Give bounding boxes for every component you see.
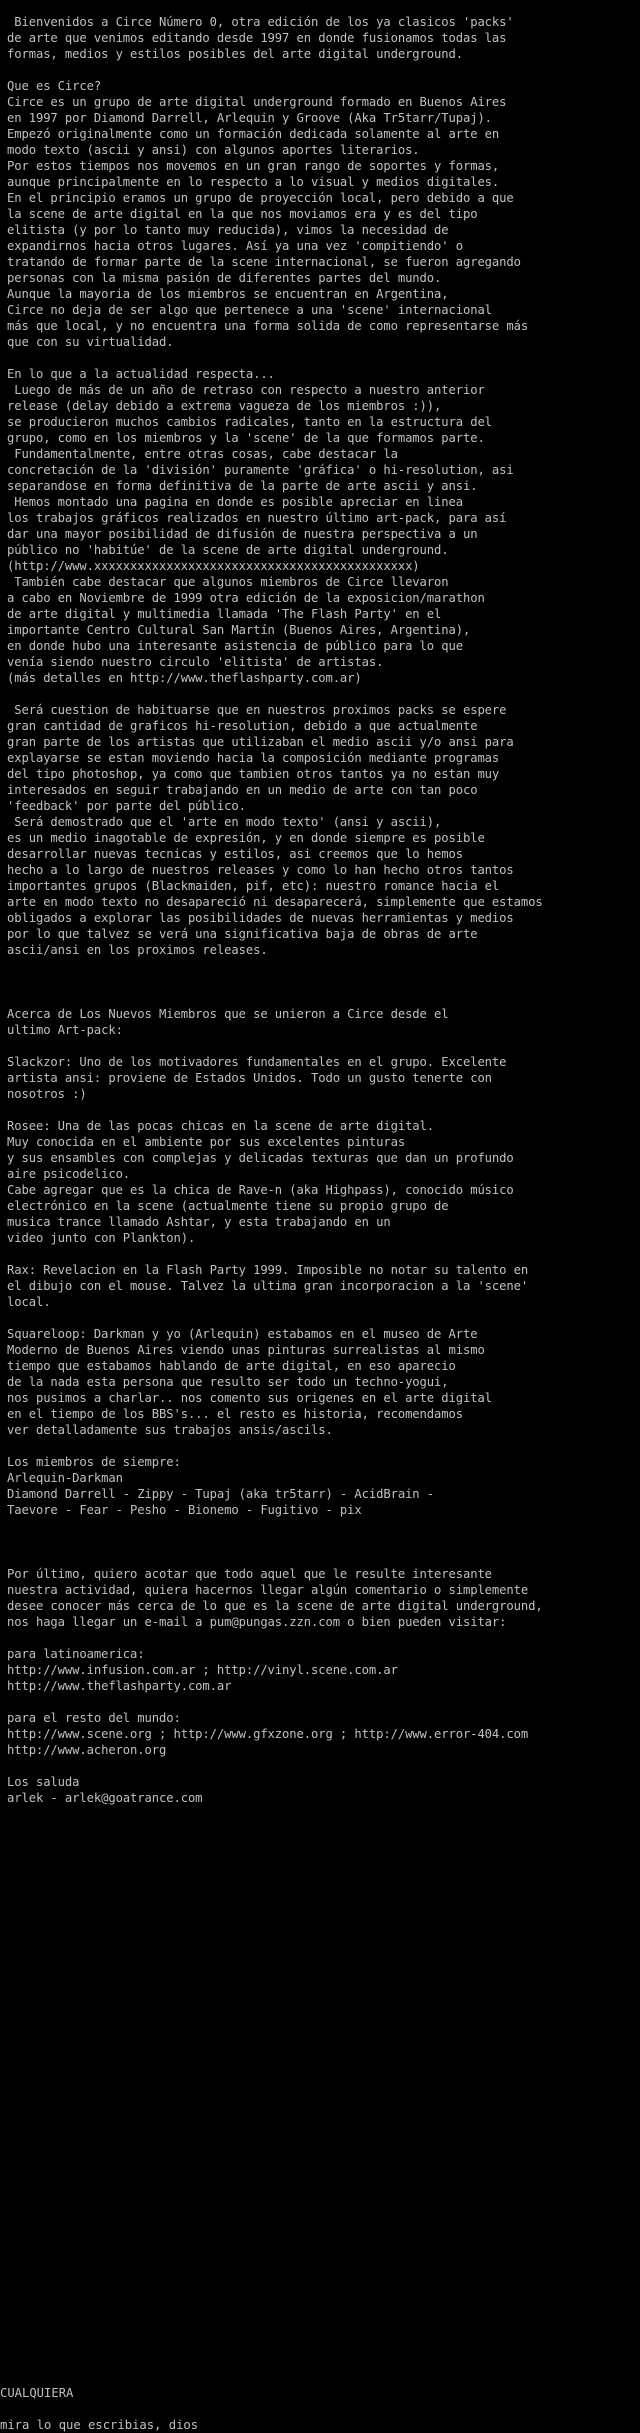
document-line: la scene de arte digital en la que nos moviamos era y es del tipo bbox=[7, 207, 478, 221]
document-line: tiempo que estabamos hablando de arte digital, en eso aparecio bbox=[7, 1359, 456, 1373]
document-line: dar una mayor posibilidad de difusión de nuestra perspectiva a un bbox=[7, 527, 478, 541]
document-line: electrónico en la scene (actualmente tiene su propio grupo de bbox=[7, 1199, 449, 1213]
document-line: del tipo photoshop, ya como que tambien otros tantos ya no estan muy bbox=[7, 767, 500, 781]
document-line: para latinoamerica: bbox=[7, 1647, 145, 1661]
document-line: Squareloop: Darkman y yo (Arlequin) estabamos en el museo de Arte bbox=[7, 1327, 478, 1341]
document-line: Acerca de Los Nuevos Miembros que se unieron a Circe desde el bbox=[7, 1007, 449, 1021]
document-line: arte en modo texto no desapareció ni desaparecerá, simplemente que estamos bbox=[7, 895, 543, 909]
document-line: y sus ensambles con complejas y delicadas texturas que dan un profundo bbox=[7, 1151, 514, 1165]
document-line: Bienvenidos a Circe Número 0, otra edición de los ya clasicos 'packs' bbox=[7, 15, 514, 29]
document-line: en el tiempo de los BBS's... el resto es historia, recomendamos bbox=[7, 1407, 463, 1421]
document-line: desarrollar nuevas tecnicas y estilos, asi creemos que lo hemos bbox=[7, 847, 463, 861]
document-line: para el resto del mundo: bbox=[7, 1711, 181, 1725]
document-line: de la nada esta persona que resulto ser todo un techno-yogui, bbox=[7, 1375, 449, 1389]
document-line: Circe no deja de ser algo que pertenece a una 'scene' internacional bbox=[7, 303, 492, 317]
document-line: por lo que talvez se verá una significativa baja de obras de arte bbox=[7, 927, 478, 941]
document-line: de arte digital y multimedia llamada 'The Flash Party' en el bbox=[7, 607, 442, 621]
document-line: hecho a lo largo de nuestros releases y como lo han hecho otros tantos bbox=[7, 863, 514, 877]
document-body bbox=[7, 14, 637, 1806]
document-line: tratando de formar parte de la scene internacional, se fueron agregando bbox=[7, 255, 521, 269]
document-line: Taevore - Fear - Pesho - Bionemo - Fugitivo - pix bbox=[7, 1503, 362, 1517]
document-line: Rax: Revelacion en la Flash Party 1999. Imposible no notar su talento en bbox=[7, 1263, 529, 1277]
document-line: En el principio eramos un grupo de proyección local, pero debido a que bbox=[7, 191, 514, 205]
document-line: Cabe agregar que es la chica de Rave-n (aka Highpass), conocido músico bbox=[7, 1183, 514, 1197]
document-line: Que es Circe? bbox=[7, 79, 102, 93]
document-line: venía siendo nuestro circulo 'elitista' de artistas. bbox=[7, 655, 384, 669]
document-line: http://www.theflashparty.com.ar bbox=[7, 1679, 232, 1693]
document-line: expandirnos hacia otros lugares. Así ya una vez 'compitiendo' o bbox=[7, 239, 463, 253]
document-line: más que local, y no encuentra una forma solida de como representarse más bbox=[7, 319, 529, 333]
document-line: los trabajos gráficos realizados en nuestro último art-pack, para así bbox=[7, 511, 507, 525]
document-line: artista ansi: proviene de Estados Unidos. Todo un gusto tenerte con bbox=[7, 1071, 492, 1085]
document-line: Será cuestion de habituarse que en nuestros proximos packs se espere bbox=[7, 703, 507, 717]
footer-title: CUALQUIERA bbox=[0, 2386, 74, 2400]
document-line: nuestra actividad, quiera hacernos llegar algún comentario o simplemente bbox=[7, 1583, 529, 1597]
document-line: nos haga llegar un e-mail a pum@pungas.zzn.com o bien pueden visitar: bbox=[7, 1615, 507, 1629]
document-line: Fundamentalmente, entre otras cosas, cabe destacar la bbox=[7, 447, 398, 461]
document-line: Aunque la mayoria de los miembros se encuentran en Argentina, bbox=[7, 287, 449, 301]
document-line: video junto con Plankton). bbox=[7, 1231, 196, 1245]
document-line: aunque principalmente en lo respecto a lo visual y medios digitales. bbox=[7, 175, 500, 189]
document-line: desee conocer más cerca de lo que es la scene de arte digital underground, bbox=[7, 1599, 543, 1613]
document-line: local. bbox=[7, 1295, 51, 1309]
document-line: gran cantidad de graficos hi-resolution, debido a que actualmente bbox=[7, 719, 478, 733]
document-line: personas con la misma pasión de diferentes partes del mundo. bbox=[7, 271, 442, 285]
document-line: Moderno de Buenos Aires viendo unas pinturas surrealistas al mismo bbox=[7, 1343, 485, 1357]
document-line: Por estos tiempos nos movemos en un gran rango de soportes y formas, bbox=[7, 159, 500, 173]
document-line: interesados en seguir trabajando en un medio de arte con tan poco bbox=[7, 783, 478, 797]
document-line: release (delay debido a extrema vagueza de los miembros :)), bbox=[7, 399, 442, 413]
document-line: http://www.infusion.com.ar ; http://vinyl.scene.com.ar bbox=[7, 1663, 398, 1677]
document-line: http://www.acheron.org bbox=[7, 1743, 167, 1757]
document-line: (http://www.xxxxxxxxxxxxxxxxxxxxxxxxxxxxxxxxxxxxxxxxxxxx) bbox=[7, 559, 420, 573]
document-line: en 1997 por Diamond Darrell, Arlequin y Groove (Aka Tr5tarr/Tupaj). bbox=[7, 111, 492, 125]
document-line: http://www.scene.org ; http://www.gfxzone.org ; http://www.error-404.com bbox=[7, 1727, 529, 1741]
document-line: ascii/ansi en los proximos releases. bbox=[7, 943, 268, 957]
document-line: musica trance llamado Ashtar, y esta trabajando en un bbox=[7, 1215, 391, 1229]
document-line: Slackzor: Uno de los motivadores fundamentales en el grupo. Excelente bbox=[7, 1055, 507, 1069]
document-line: ver detalladamente sus trabajos ansis/ascils. bbox=[7, 1423, 333, 1437]
document-line: que con su virtualidad. bbox=[7, 335, 174, 349]
document-line: arlek - arlek@goatrance.com bbox=[7, 1791, 203, 1805]
document-line: grupo, como en los miembros y la 'scene' de la que formamos parte. bbox=[7, 431, 485, 445]
document-line: Será demostrado que el 'arte en modo texto' (ansi y ascii), bbox=[7, 815, 442, 829]
document-line: Circe es un grupo de arte digital underground formado en Buenos Aires bbox=[7, 95, 507, 109]
document-line: separandose en forma definitiva de la parte de arte ascii y ansi. bbox=[7, 479, 478, 493]
document-line: es un medio inagotable de expresión, y en donde siempre es posible bbox=[7, 831, 485, 845]
document-line: Rosee: Una de las pocas chicas en la scene de arte digital. bbox=[7, 1119, 435, 1133]
document-line: Muy conocida en el ambiente por sus excelentes pinturas bbox=[7, 1135, 406, 1149]
document-line: concretación de la 'división' puramente 'gráfica' o hi-resolution, asi bbox=[7, 463, 514, 477]
document-line: También cabe destacar que algunos miembros de Circe llevaron bbox=[7, 575, 449, 589]
document-line: a cabo en Noviembre de 1999 otra edición de la exposicion/marathon bbox=[7, 591, 485, 605]
document-line: nos pusimos a charlar.. nos comento sus origenes en el arte digital bbox=[7, 1391, 492, 1405]
document-line: Luego de más de un año de retraso con respecto a nuestro anterior bbox=[7, 383, 485, 397]
footer-subtitle: mira lo que escribias, dios bbox=[0, 2418, 199, 2432]
document-line: el dibujo con el mouse. Talvez la ultima gran incorporacion a la 'scene' bbox=[7, 1279, 529, 1293]
document-line: público no 'habitúe' de la scene de arte digital underground. bbox=[7, 543, 449, 557]
document-line: (más detalles en http://www.theflashparty.com.ar) bbox=[7, 671, 362, 685]
document-line: importantes grupos (Blackmaiden, pif, etc): nuestro romance hacia el bbox=[7, 879, 500, 893]
document-line: Diamond Darrell - Zippy - Tupaj (aka tr5tarr) - AcidBrain - bbox=[7, 1487, 435, 1501]
document-line: Por último, quiero acotar que todo aquel que le resulte interesante bbox=[7, 1567, 492, 1581]
document-line: Empezó originalmente como un formación dedicada solamente al arte en bbox=[7, 127, 500, 141]
document-line: se producieron muchos cambios radicales, tanto en la estructura del bbox=[7, 415, 492, 429]
document-line: ultimo Art-pack: bbox=[7, 1023, 123, 1037]
document-line: Arlequin-Darkman bbox=[7, 1471, 123, 1485]
document-line: En lo que a la actualidad respecta... bbox=[7, 367, 275, 381]
document-line: Los saluda bbox=[7, 1775, 80, 1789]
document-line: 'feedback' por parte del público. bbox=[7, 799, 246, 813]
document-line: en donde hubo una interesante asistencia de público para lo que bbox=[7, 639, 463, 653]
document-line: obligados a explorar las posibilidades de nuevas herramientas y medios bbox=[7, 911, 514, 925]
document-line: de arte que venimos editando desde 1997 en donde fusionamos todas las bbox=[7, 31, 507, 45]
document-line: modo texto (ascii y ansi) con algunos aportes literarios. bbox=[7, 143, 420, 157]
document-line: formas, medios y estilos posibles del arte digital underground. bbox=[7, 47, 463, 61]
document-line: nosotros :) bbox=[7, 1087, 87, 1101]
document-line: Los miembros de siempre: bbox=[7, 1455, 181, 1469]
document-line: explayarse se estan moviendo hacia la composición mediante programas bbox=[7, 751, 500, 765]
document-line: importante Centro Cultural San Martín (Buenos Aires, Argentina), bbox=[7, 623, 471, 637]
document-line: gran parte de los artistas que utilizaban el medio ascii y/o ansi para bbox=[7, 735, 514, 749]
document-line: elitista (y por lo tanto muy reducida), vimos la necesidad de bbox=[7, 223, 449, 237]
document-line: Hemos montado una pagina en donde es posible apreciar en linea bbox=[7, 495, 463, 509]
document-line: aire psicodelico. bbox=[7, 1167, 131, 1181]
